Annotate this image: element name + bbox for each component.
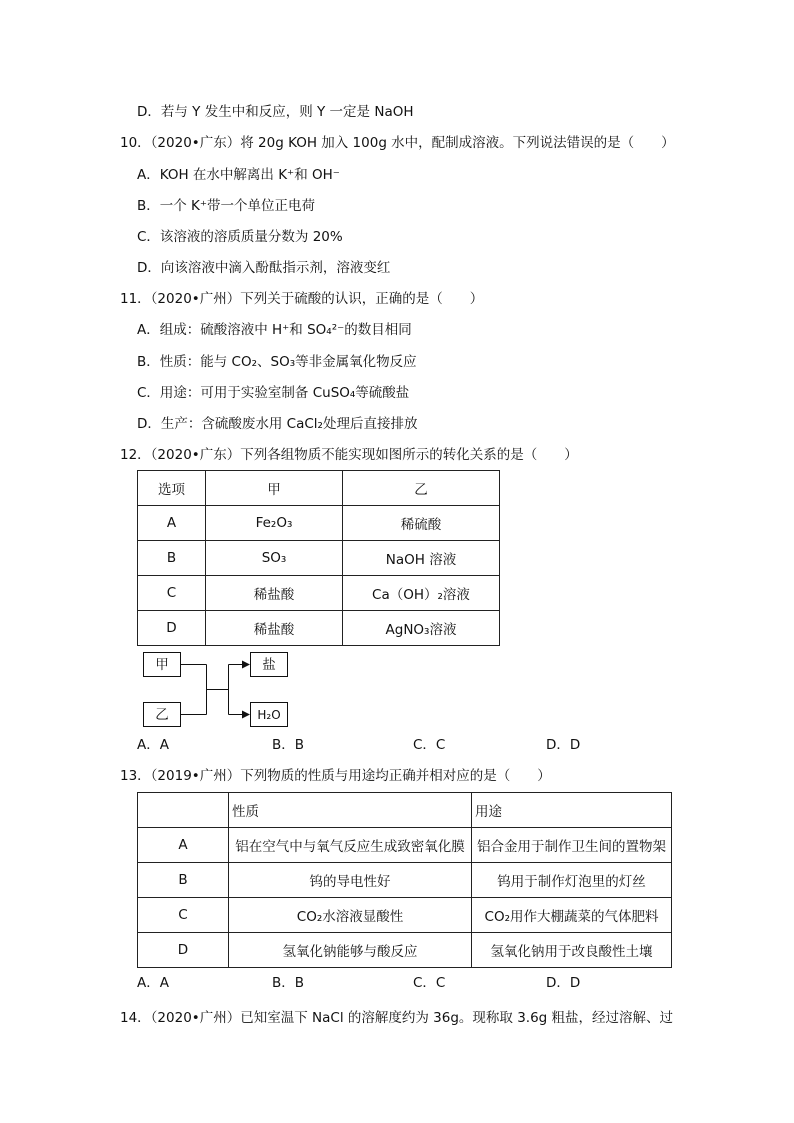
table-cell: 氢氧化钠能够与酸反应 bbox=[229, 933, 472, 968]
q11-option-a: A．组成：硫酸溶液中 H⁺和 SO₄²⁻的数目相同 bbox=[137, 322, 412, 338]
table-cell: CO₂用作大棚蔬菜的气体肥料 bbox=[472, 898, 672, 933]
table-cell: 稀硫酸 bbox=[343, 506, 500, 541]
diagram-arrowhead bbox=[242, 711, 250, 719]
table-cell: 氢氧化钠用于改良酸性土壤 bbox=[472, 933, 672, 968]
table-cell: 稀盐酸 bbox=[206, 611, 343, 646]
table-header-cell: 用途 bbox=[472, 793, 672, 828]
q12-choice-c: C．C bbox=[413, 737, 446, 753]
table-cell: 钨的导电性好 bbox=[229, 863, 472, 898]
table-cell: D bbox=[138, 611, 206, 646]
table-row bbox=[138, 541, 500, 576]
table-row bbox=[138, 576, 500, 611]
table-header-row bbox=[138, 793, 672, 828]
q13-choice-c: C．C bbox=[413, 975, 446, 991]
table-header-cell bbox=[138, 793, 229, 828]
q11-option-d: D．生产：含硫酸废水用 CaCl₂处理后直接排放 bbox=[137, 416, 418, 432]
table-cell: NaOH 溶液 bbox=[343, 541, 500, 576]
table-header-row bbox=[138, 471, 500, 506]
q11-option-b: B．性质：能与 CO₂、SO₃等非金属氧化物反应 bbox=[137, 354, 417, 370]
q12-conversion-diagram bbox=[140, 648, 295, 732]
table-row bbox=[138, 506, 500, 541]
table-header-cell: 性质 bbox=[229, 793, 472, 828]
diagram-label-water: H₂O bbox=[257, 708, 281, 722]
table-cell: A bbox=[138, 828, 229, 863]
table-header-cell: 乙 bbox=[343, 471, 500, 506]
table-cell: 钨用于制作灯泡里的灯丝 bbox=[472, 863, 672, 898]
q10-option-c: C．该溶液的溶质质量分数为 20% bbox=[137, 229, 343, 245]
table-cell: A bbox=[138, 506, 206, 541]
table-header-cell: 甲 bbox=[206, 471, 343, 506]
table-cell: 铝在空气中与氧气反应生成致密氧化膜 bbox=[229, 828, 472, 863]
table-header-cell: 选项 bbox=[138, 471, 206, 506]
q13-table bbox=[137, 792, 672, 968]
table-cell: AgNO₃溶液 bbox=[343, 611, 500, 646]
q13-stem: 13．（2019•广州）下列物质的性质与用途均正确并相对应的是（ ） bbox=[120, 768, 551, 784]
q12-table bbox=[137, 470, 500, 646]
q12-choice-a: A．A bbox=[137, 737, 169, 753]
q9-option-d: D．若与 Y 发生中和反应，则 Y 一定是 NaOH bbox=[137, 104, 414, 120]
diagram-label-jia: 甲 bbox=[155, 657, 169, 673]
diagram-arrowhead bbox=[242, 661, 250, 669]
table-cell: 稀盐酸 bbox=[206, 576, 343, 611]
table-cell: D bbox=[138, 933, 229, 968]
table-cell: CO₂水溶液显酸性 bbox=[229, 898, 472, 933]
diagram-label-salt: 盐 bbox=[262, 657, 276, 673]
q13-choice-b: B．B bbox=[272, 975, 305, 991]
table-cell: B bbox=[138, 541, 206, 576]
q12-choice-b: B．B bbox=[272, 737, 305, 753]
q11-option-c: C．用途：可用于实验室制备 CuSO₄等硫酸盐 bbox=[137, 385, 410, 401]
table-row bbox=[138, 933, 672, 968]
q11-stem: 11．（2020•广州）下列关于硫酸的认识，正确的是（ ） bbox=[120, 291, 484, 307]
table-row bbox=[138, 611, 500, 646]
q10-stem: 10．（2020•广东）将 20g KOH 加入 100g 水中，配制成溶液。下列说法错误的是（ ） bbox=[120, 135, 675, 151]
q10-option-b: B．一个 K⁺带一个单位正电荷 bbox=[137, 198, 316, 214]
diagram-label-yi: 乙 bbox=[155, 707, 169, 723]
q13-choice-a: A．A bbox=[137, 975, 169, 991]
q10-option-d: D．向该溶液中滴入酚酞指示剂，溶液变红 bbox=[137, 260, 391, 276]
table-cell: C bbox=[138, 576, 206, 611]
q14-stem: 14．（2020•广州）已知室温下 NaCl 的溶解度约为 36g。现称取 3.6g 粗盐，经过溶解、过 bbox=[120, 1010, 674, 1026]
q12-choice-d: D．D bbox=[546, 737, 581, 753]
q13-choice-d: D．D bbox=[546, 975, 581, 991]
table-row bbox=[138, 898, 672, 933]
table-cell: C bbox=[138, 898, 229, 933]
q10-option-a: A．KOH 在水中解离出 K⁺和 OH⁻ bbox=[137, 167, 340, 183]
table-cell: Ca（OH）₂溶液 bbox=[343, 576, 500, 611]
table-cell: Fe₂O₃ bbox=[206, 506, 343, 541]
table-cell: B bbox=[138, 863, 229, 898]
table-row bbox=[138, 828, 672, 863]
q12-stem: 12．（2020•广东）下列各组物质不能实现如图所示的转化关系的是（ ） bbox=[120, 447, 578, 463]
table-row bbox=[138, 863, 672, 898]
table-cell: 铝合金用于制作卫生间的置物架 bbox=[472, 828, 672, 863]
table-cell: SO₃ bbox=[206, 541, 343, 576]
